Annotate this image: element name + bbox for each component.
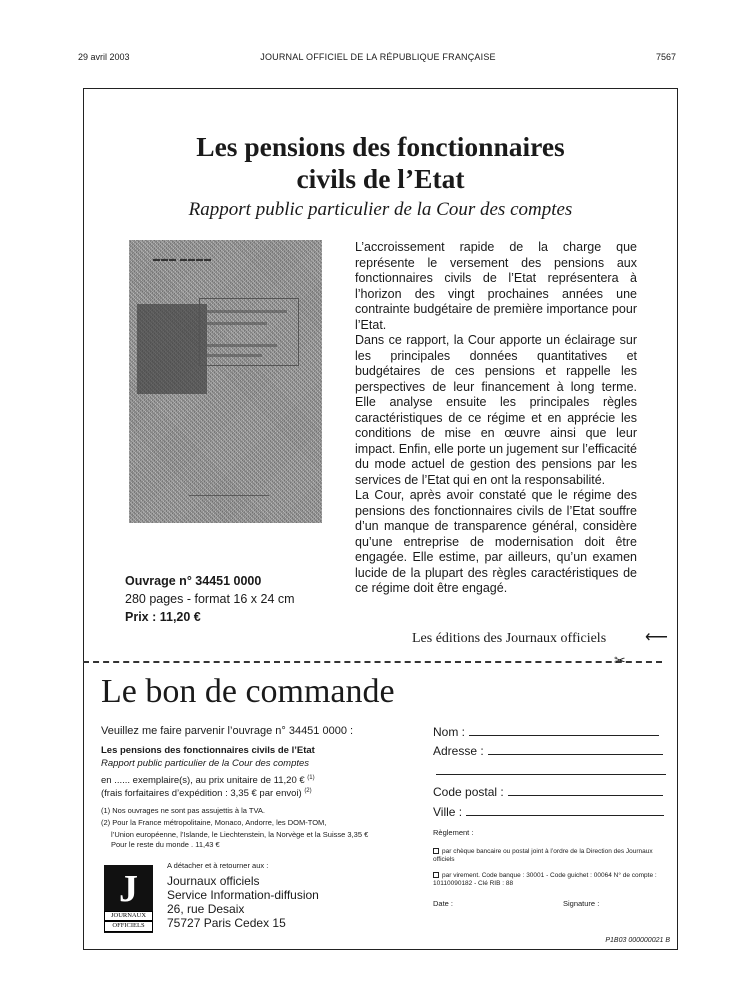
ad-title-line2: civils de l’Etat [296, 163, 465, 194]
running-header [78, 52, 678, 66]
shipping-text: (frais forfaitaires d’expédition : 3,35 € par envoi) [101, 788, 302, 800]
page-number: 7567 [655, 52, 676, 62]
quantity-line[interactable] [101, 775, 315, 786]
scissors-icon: ✂ [614, 652, 626, 668]
name-input-line[interactable] [469, 735, 659, 736]
address-field[interactable] [433, 744, 663, 758]
cheque-option-text: par chèque bancaire ou postal joint à l’ordre de la Direction des Journaux officiels [433, 848, 653, 863]
shipping-line [101, 788, 312, 799]
transfer-checkbox[interactable] [433, 872, 439, 878]
advertisement-frame [83, 88, 678, 950]
footnote: (1) Nos ouvrages ne sont pas assujettis à la TVA. [101, 806, 265, 815]
description-paragraph: L’accroissement rapide de la charge que représente le versement des pensions aux fonctionnaires civils de l’Etat représentera à l’horizon des vingt prochaines années une contrainte budgétaire de première importance pour l’Etat. [355, 240, 637, 332]
reference-code: P1B03 000000021 B [605, 937, 670, 944]
cover-text-line [207, 354, 262, 357]
payment-label: Règlement : [433, 828, 474, 837]
footnote-mark: (1) [307, 775, 315, 781]
payment-option-transfer[interactable] [433, 872, 668, 888]
city-input-line[interactable] [466, 815, 664, 816]
address-input-line[interactable] [488, 754, 663, 755]
cover-text-line [207, 322, 267, 325]
description-paragraph: Dans ce rapport, la Cour apporte un éclairage sur les principales données quantitatives et budgétaires de ces pensions et rappelle les perspectives de leur financement à long terme. Elle analyse ensuite les principales règles caractéristiques de ce régime et en apprécie les conditions de mise en œuvre ainsi que leur impact. Enfin, elle porte un jugement sur l’efficacité du mode actuel de gestion des pensions par les services de l’Etat qui en ont la responsabilité. [355, 333, 637, 487]
description-paragraph: La Cour, après avoir constaté que le régime des pensions des fonctionnaires civils de l’Etat souffre d’un manque de transparence général, considère qu’une entreprise de modernisation doit être engagée. Elle estime, par ailleurs, qu’un examen lucide de la plupart des règles caractéristiques de ce régime doit être engagé. [355, 488, 637, 595]
logo-word: JOURNAUX [104, 911, 153, 921]
footnote: (2) Pour la France métropolitaine, Monaco, Andorre, les DOM-TOM, [101, 818, 327, 827]
address-line: Service Information-diffusion [167, 888, 319, 902]
postal-code-input-line[interactable] [508, 795, 663, 796]
footnote: l’Union européenne, l’Islande, le Liechtenstein, la Norvège et la Suisse 3,35 € [111, 830, 369, 839]
cheque-checkbox[interactable] [433, 848, 439, 854]
address-label: Adresse : [433, 744, 484, 758]
price: Prix : 11,20 € [125, 610, 201, 624]
order-book-subtitle: Rapport public particulier de la Cour des comptes [101, 758, 310, 769]
date-signature-row [433, 899, 668, 908]
ad-subtitle: Rapport public particulier de la Cour des comptes [188, 199, 573, 220]
quantity-text: en ...... exemplaire(s), au prix unitaire de 11,20 € [101, 775, 305, 787]
cover-header-mark: ▬▬▬ ▬▬▬▬ [153, 256, 212, 263]
city-field[interactable] [433, 805, 664, 819]
signature-label[interactable]: Signature : [563, 899, 600, 908]
date-label[interactable]: Date : [433, 899, 454, 908]
address-line: Journaux officiels [167, 874, 260, 888]
pages-format: 280 pages - format 16 x 24 cm [125, 592, 295, 606]
book-cover-icon [129, 240, 322, 523]
send-label: A détacher et à retourner aux : [167, 861, 269, 870]
ad-title-line1: Les pensions des fonctionnaires [196, 131, 565, 162]
order-book-title: Les pensions des fonctionnaires civils de l’Etat [101, 745, 315, 756]
payment-option-cheque[interactable] [433, 848, 668, 864]
description [355, 240, 637, 597]
logo-word: OFFICIELS [104, 921, 153, 932]
cover-publisher-mark [189, 495, 269, 505]
name-label: Nom : [433, 725, 466, 739]
cut-line [83, 661, 662, 663]
logo-letter: J [119, 868, 138, 910]
address-line: 75727 Paris Cedex 15 [167, 916, 286, 930]
order-form-title: Le bon de commande [101, 673, 395, 710]
footnote-mark: (2) [304, 788, 312, 794]
address-extra-line[interactable] [436, 774, 666, 775]
footnote: Pour le reste du monde . 11,43 € [111, 840, 220, 849]
publisher-name: Les éditions des Journaux officiels [412, 631, 607, 646]
journal-title: JOURNAL OFFICIEL DE LA RÉPUBLIQUE FRANÇAISE [260, 52, 496, 62]
address-line: 26, rue Desaix [167, 902, 245, 916]
journaux-officiels-logo [104, 865, 153, 933]
ouvrage-number: Ouvrage n° 34451 0000 [125, 574, 262, 588]
arrow-left-icon: ⟵ [645, 629, 668, 646]
cover-dark-block [137, 304, 207, 394]
issue-date: 29 avril 2003 [78, 52, 130, 62]
cover-text-line [207, 344, 277, 347]
postal-code-field[interactable] [433, 785, 663, 799]
city-label: Ville : [433, 805, 463, 819]
name-field[interactable] [433, 725, 659, 739]
cover-text-line [207, 310, 287, 313]
transfer-option-text: par virement. Code banque : 30001 - Code guichet : 00064 N° de compte : 10110090182 - Clé RIB : 88 [433, 872, 657, 887]
order-intro: Veuillez me faire parvenir l’ouvrage n° 34451 0000 : [101, 725, 354, 737]
postal-code-label: Code postal : [433, 785, 504, 799]
